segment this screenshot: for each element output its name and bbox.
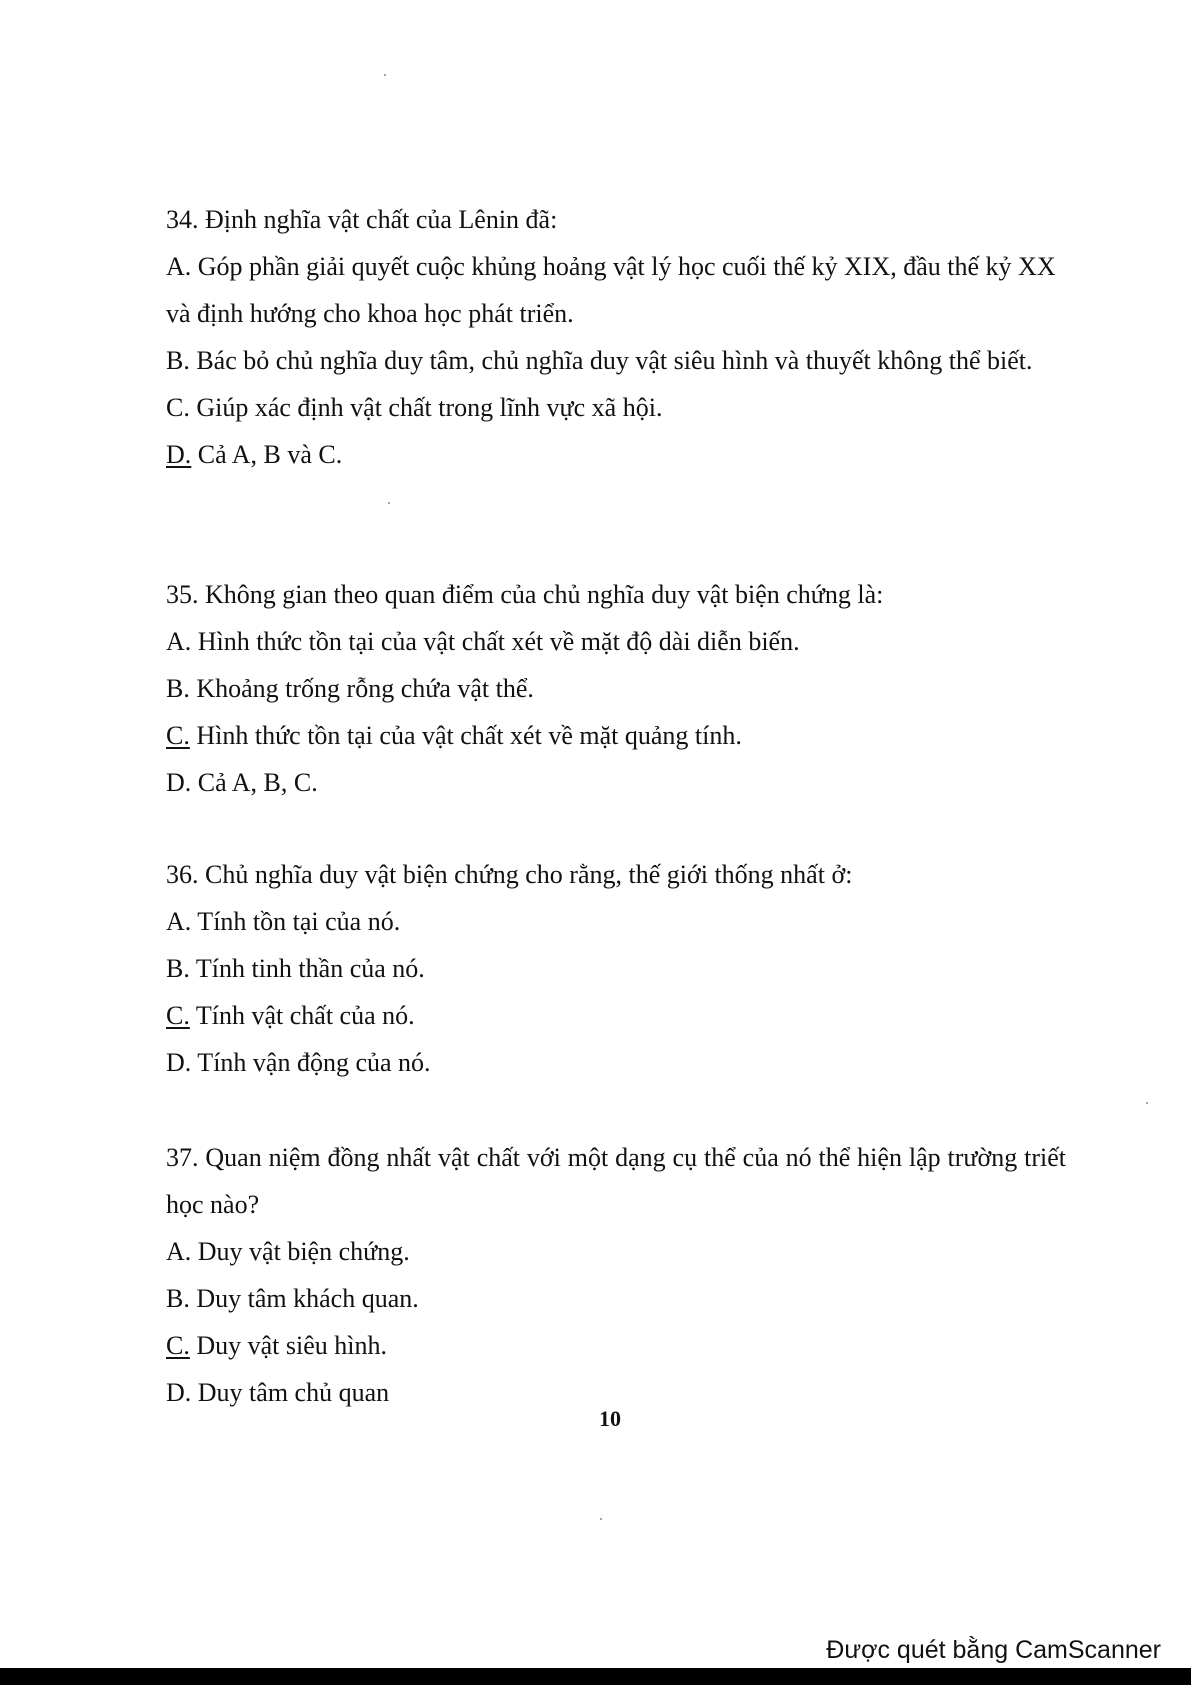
scan-speck xyxy=(1146,1102,1148,1104)
option-letter: A. xyxy=(166,1237,192,1266)
option-d xyxy=(166,431,1066,478)
option-a xyxy=(166,243,1066,337)
option-letter-correct: C. xyxy=(166,721,190,750)
option-letter: D. xyxy=(166,1378,192,1407)
option-letter: B. xyxy=(166,1284,190,1313)
option-letter: A. xyxy=(166,907,192,936)
page-number: 10 xyxy=(599,1406,621,1431)
option-letter: D. xyxy=(166,1048,192,1077)
option-text: Duy tâm chủ quan xyxy=(191,1378,390,1407)
question-stem: 36. Chủ nghĩa duy vật biện chứng cho rằng, thế giới thống nhất ở: xyxy=(166,860,853,889)
option-letter: A. xyxy=(166,627,192,656)
option-text: Hình thức tồn tại của vật chất xét về mặt quảng tính. xyxy=(189,721,742,750)
option-b xyxy=(166,337,1066,384)
option-text: Cả A, B và C. xyxy=(191,440,343,469)
option-text: Duy tâm khách quan. xyxy=(189,1284,419,1313)
option-letter: A. xyxy=(166,252,192,281)
option-letter: B. xyxy=(166,954,190,983)
option-text: Tính tinh thần của nó. xyxy=(189,954,425,983)
question-36 xyxy=(166,851,1066,1086)
option-text: Khoảng trống rỗng chứa vật thể. xyxy=(189,674,534,703)
question-34 xyxy=(166,196,1066,478)
option-text: Hình thức tồn tại của vật chất xét về mặt độ dài diễn biến. xyxy=(191,627,800,656)
option-c xyxy=(166,1322,1066,1369)
question-stem: 34. Định nghĩa vật chất của Lênin đã: xyxy=(166,205,558,234)
scan-speck xyxy=(388,502,390,504)
option-text: Tính vận động của nó. xyxy=(191,1048,431,1077)
camscanner-watermark: Được quét bằng CamScanner xyxy=(826,1636,1161,1664)
option-text: Tính tồn tại của nó. xyxy=(191,907,401,936)
option-letter-correct: C. xyxy=(166,1331,190,1360)
question-stem: 37. Quan niệm đồng nhất vật chất với một dạng cụ thể của nó thể hiện lập trường triết học nào? xyxy=(166,1143,1066,1219)
option-text: Duy vật siêu hình. xyxy=(189,1331,387,1360)
option-letter: B. xyxy=(166,346,190,375)
option-letter: D. xyxy=(166,768,192,797)
question-37 xyxy=(166,1134,1066,1416)
option-letter: B. xyxy=(166,674,190,703)
option-text: Cả A, B, C. xyxy=(191,768,318,797)
option-b xyxy=(166,1275,1066,1322)
option-text: Tính vật chất của nó. xyxy=(189,1001,415,1030)
scan-speck xyxy=(384,74,386,76)
option-text: Góp phần giải quyết cuộc khủng hoảng vật lý học cuối thế kỷ XIX, đầu thế kỷ XX và định hướng cho khoa học phát triển. xyxy=(166,252,1056,328)
option-c xyxy=(166,992,1066,1039)
option-text: Giúp xác định vật chất trong lĩnh vực xã hội. xyxy=(189,393,663,422)
scan-speck xyxy=(600,1518,602,1520)
option-letter-correct: D. xyxy=(166,440,192,469)
option-letter-correct: C. xyxy=(166,1001,190,1030)
option-text: Bác bỏ chủ nghĩa duy tâm, chủ nghĩa duy vật siêu hình và thuyết không thể biết. xyxy=(189,346,1033,375)
option-d xyxy=(166,1039,1066,1086)
option-text: Duy vật biện chứng. xyxy=(191,1237,410,1266)
option-c xyxy=(166,384,1066,431)
option-b xyxy=(166,945,1066,992)
option-d xyxy=(166,759,1066,806)
question-35 xyxy=(166,571,1066,806)
option-a xyxy=(166,1228,1066,1275)
option-c xyxy=(166,712,1066,759)
option-b xyxy=(166,665,1066,712)
option-a xyxy=(166,618,1066,665)
bottom-edge-bar xyxy=(0,1668,1191,1685)
question-stem: 35. Không gian theo quan điểm của chủ nghĩa duy vật biện chứng là: xyxy=(166,580,884,609)
option-a xyxy=(166,898,1066,945)
option-letter: C. xyxy=(166,393,190,422)
